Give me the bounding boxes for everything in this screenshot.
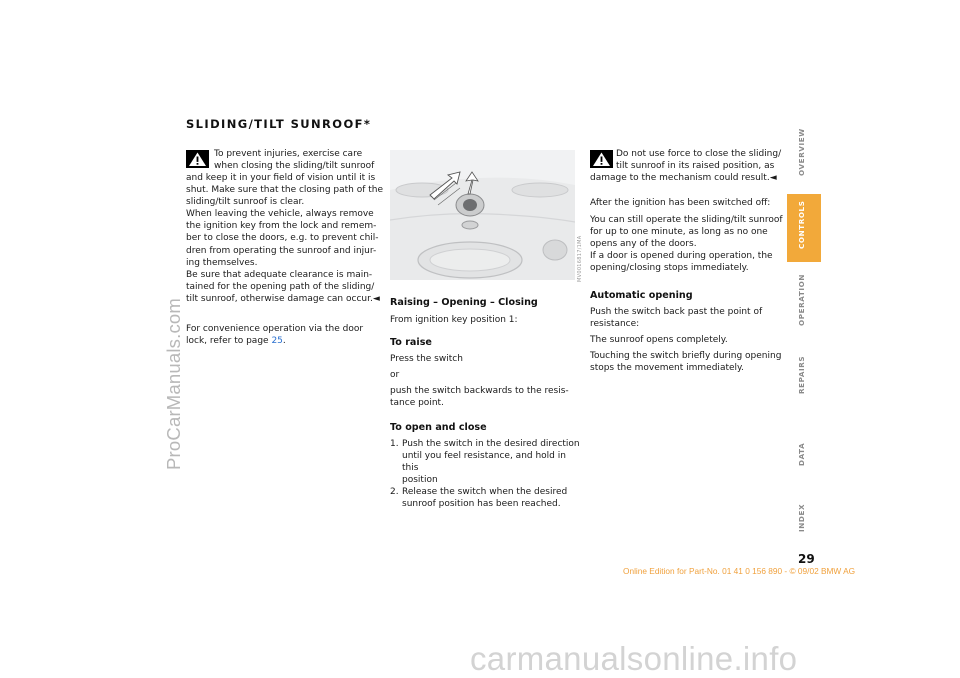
list-item: 1. Push the switch in the desired direction until you feel resistance, and hold in this position — [390, 439, 580, 486]
warning-icon — [186, 150, 209, 168]
warning-line: tilt sunroof, otherwise damage can occur.◄ — [186, 293, 380, 304]
warning-line: ber to close the doors, e.g. to prevent chil- — [186, 233, 379, 244]
warning-line: To prevent injuries, exercise care — [214, 149, 363, 159]
tab-repairs[interactable]: REPAIRS — [797, 355, 806, 394]
automatic-opening-title: Automatic opening — [590, 290, 693, 301]
warning-icon — [590, 150, 613, 168]
raising-text: From ignition key position 1: — [390, 315, 518, 325]
warning-block-2-cont: damage to the mechanism could result.◄ — [590, 173, 777, 183]
warning-block-1 — [214, 148, 394, 172]
warning-line: sliding/tilt sunroof is clear. — [186, 197, 305, 208]
figure-illustration — [390, 150, 575, 280]
end-mark: ◄ — [372, 293, 380, 304]
warning-line: the ignition key from the lock and remem- — [186, 221, 377, 232]
steps-list — [390, 438, 585, 511]
convenience-text: For convenience operation via the door lock, refer to page 25. — [186, 324, 364, 347]
tab-operation[interactable]: OPERATION — [797, 274, 806, 326]
warning-line: tained for the opening path of the sliding/ — [186, 281, 375, 292]
sunroof-switch-figure — [390, 150, 575, 280]
warning-line: Be sure that adequate clearance is main- — [186, 269, 373, 280]
page-number: 29 — [798, 552, 815, 566]
automatic-opening-text: Push the switch back past the point of resistance: The sunroof opens completely. Touching the switch briefly during opening stops the movement immediately. — [590, 307, 782, 374]
section-title: SLIDING/TILT SUNROOF* — [186, 117, 372, 131]
open-close-title: To open and close — [390, 422, 487, 433]
tab-index[interactable]: INDEX — [797, 503, 806, 532]
page-link[interactable]: 25 — [271, 336, 283, 347]
warning-block-1-cont — [186, 172, 386, 305]
edition-footer: Online Edition for Part-No. 01 41 0 156 890 - © 09/02 BMW AG — [623, 566, 856, 576]
warning-block-2: Do not use force to close the sliding/ tilt sunroof in its raised position, as — [616, 149, 782, 172]
still-operate-text: You can still operate the sliding/tilt sunroof for up to one minute, as long as no one opens any of the doors. If a door is opened during operation, the opening/closing stops immediately. — [590, 215, 783, 274]
raising-title: Raising – Opening – Closing — [390, 297, 538, 308]
figure-code: MV0016817/1MA — [577, 235, 583, 282]
warning-line: and keep it in your field of vision until it is — [186, 173, 376, 183]
list-item: 2. Release the switch when the desired sunroof position has been reached. — [390, 487, 568, 510]
warning-line: when closing the sliding/tilt sunroof — [214, 161, 375, 172]
end-mark: ◄ — [769, 173, 777, 183]
to-raise-title: To raise — [390, 337, 432, 348]
tab-overview[interactable]: OVERVIEW — [797, 128, 806, 176]
warning-line: When leaving the vehicle, always remove — [186, 209, 374, 220]
watermark-left: ProCarManuals.com — [163, 297, 184, 470]
warning-line: shut. Make sure that the closing path of the — [186, 185, 384, 196]
tab-data[interactable]: DATA — [797, 442, 806, 466]
to-raise-text: Press the switch or push the switch backwards to the resis- tance point. — [390, 354, 569, 409]
after-ignition-text: After the ignition has been switched off: — [590, 198, 771, 208]
warning-line: dren from operating the sunroof and injur- — [186, 245, 377, 256]
watermark-bottom: carmanualsonline.info — [470, 640, 798, 677]
warning-line: ing themselves. — [186, 257, 258, 268]
tab-controls[interactable]: CONTROLS — [787, 194, 821, 262]
